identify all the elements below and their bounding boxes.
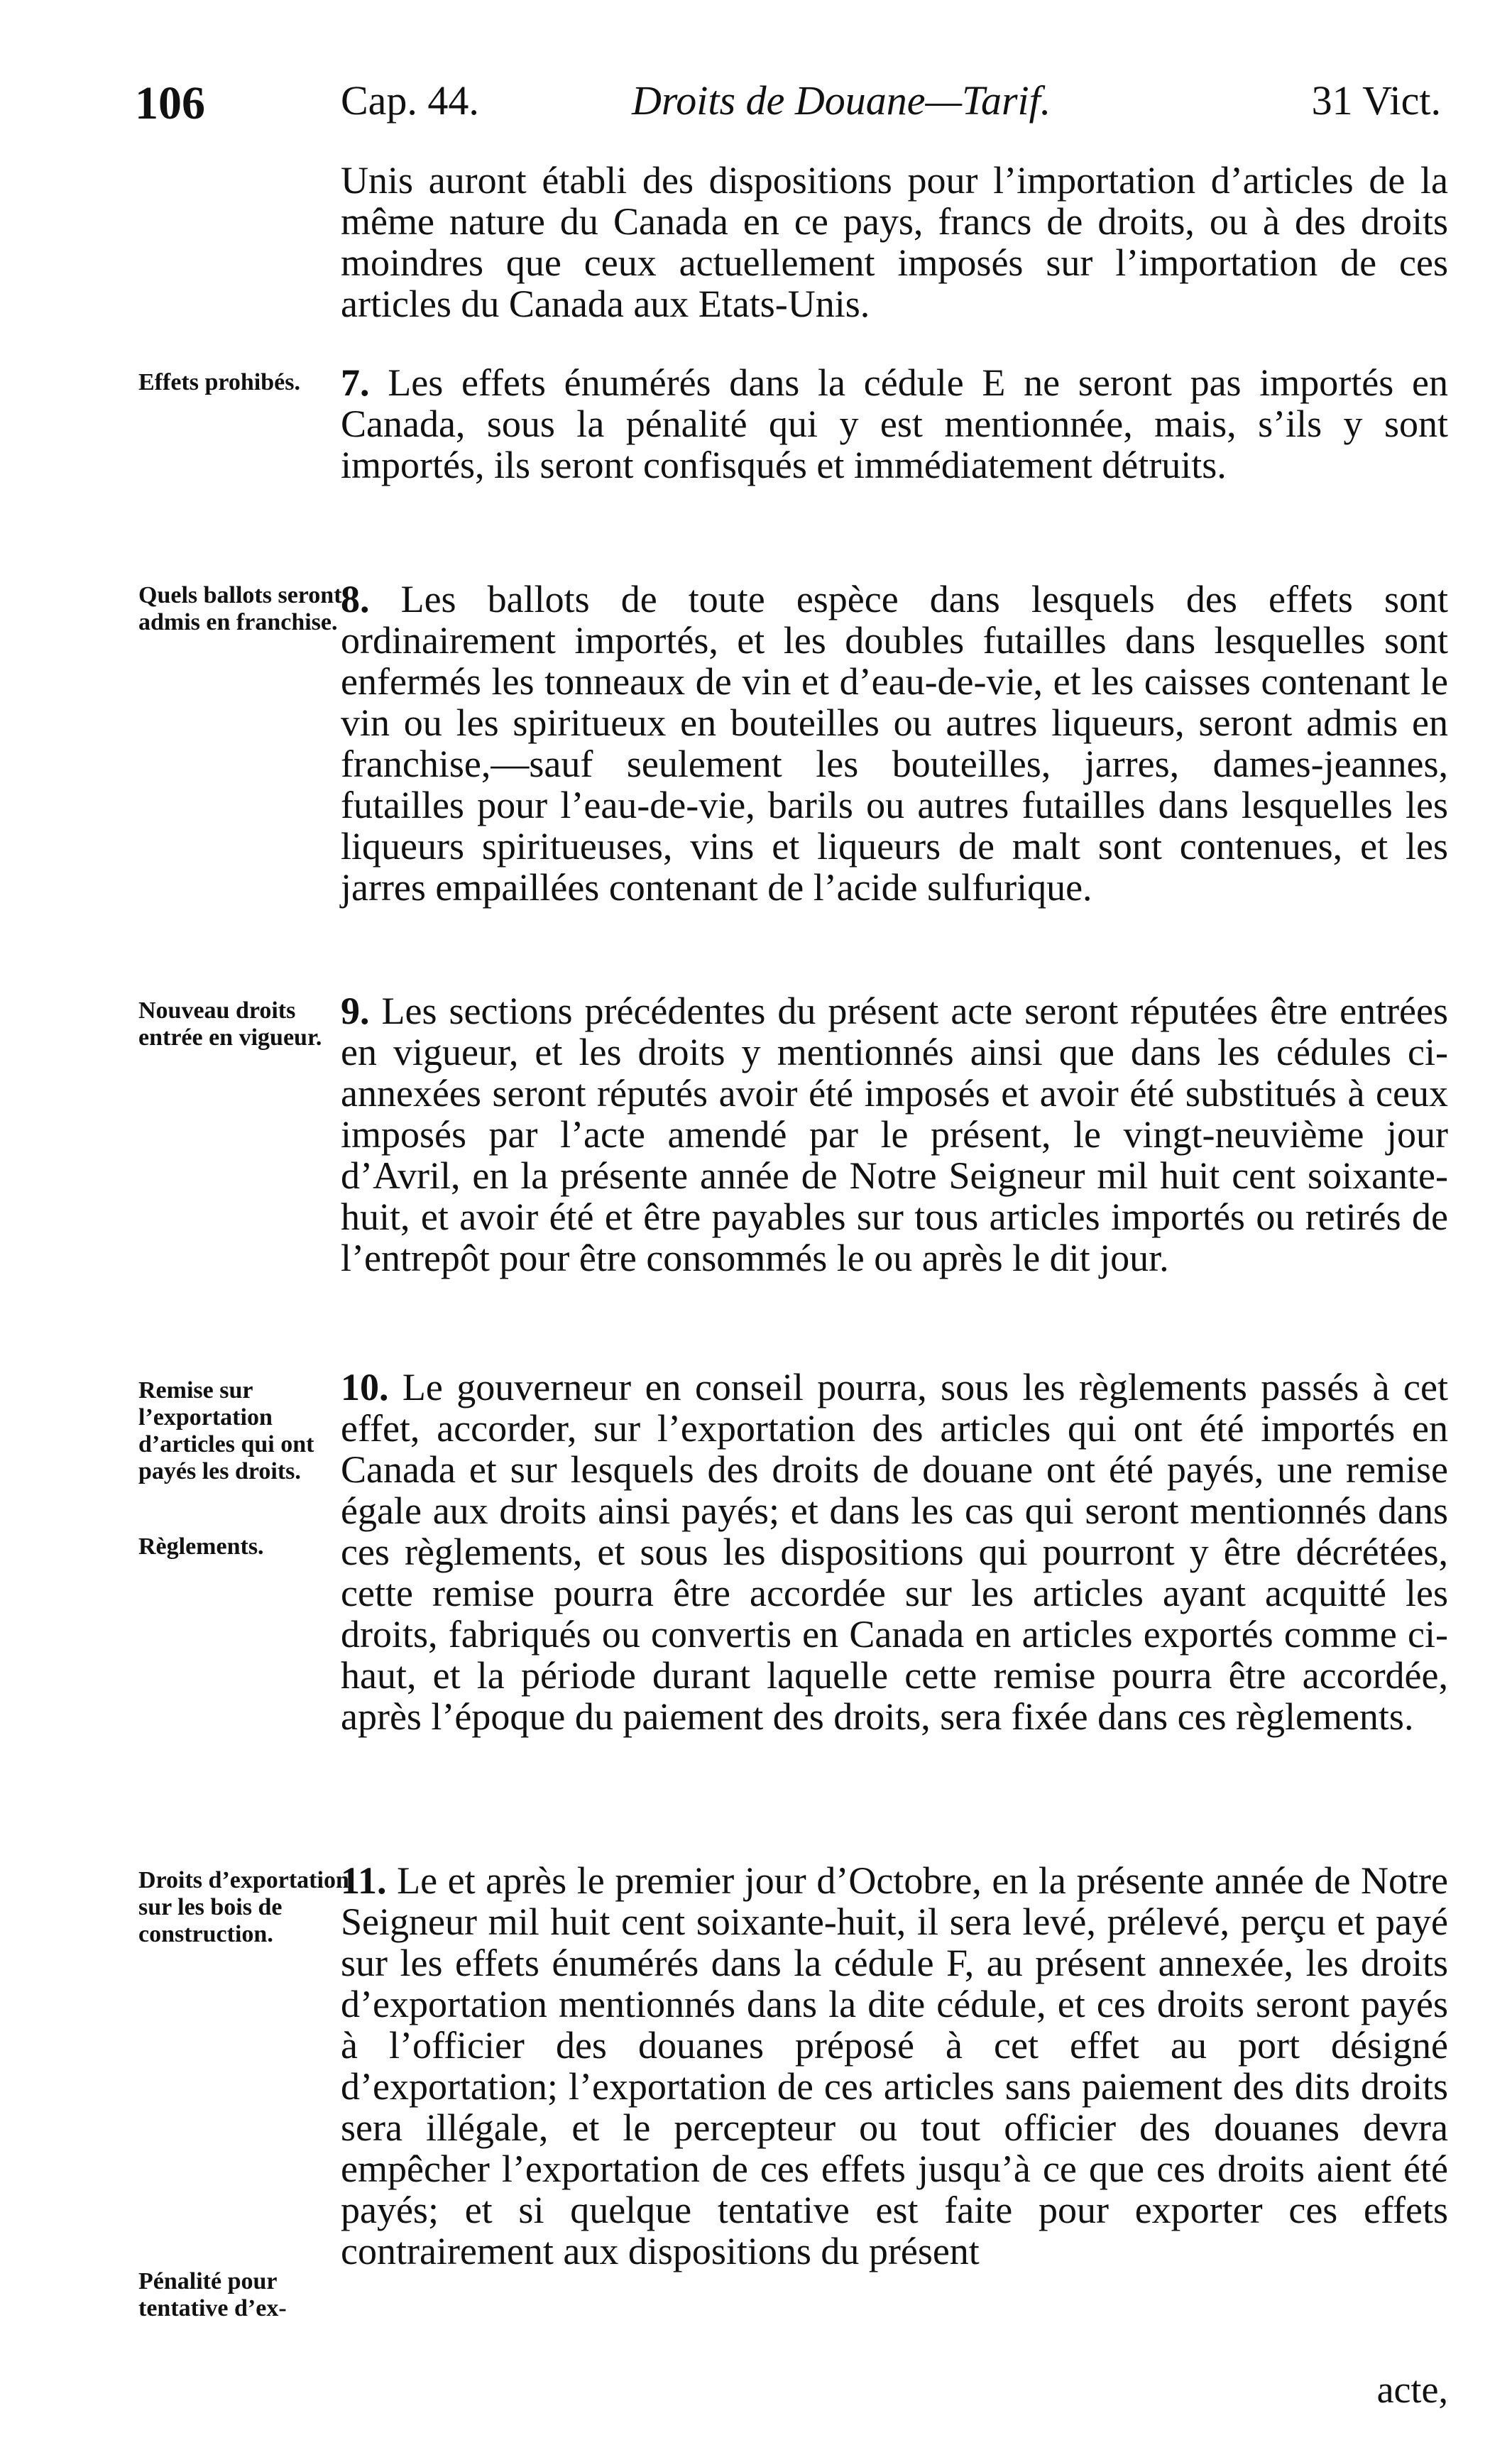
margin-note-nouveau-droits: Nouveau droits entrée en vigueur. (138, 997, 322, 1051)
section-continuation (341, 160, 1448, 324)
regnal-year: 31 Vict. (1311, 77, 1441, 124)
section-number: 10. (341, 1366, 389, 1408)
section-text: Les effets énumérés dans la cédule E ne seront pas importés en Canada, sous la pénalité qui y est mentionnée, mais, s’ils y sont importés, ils seront confisqués et immédiatement détruits. (341, 361, 1448, 486)
section-text: Le et après le premier jour d’Octobre, en la présente année de Notre Seigneur mil huit cent soixante-huit, il sera levé, prélevé, perçu et payé sur les effets énumérés dans la cédule F, au présent annexée, les droits d’exportation mentionnés dans la dite cédule, et ces droits seront payés à l’officier des douanes préposé à cet effet au port désigné d’exportation; l’exportation de ces articles sans paiement des dits droits sera illégale, et le percepteur ou tout officier des douanes devra empêcher l’exportation de ces effets jusqu’à ce que ces droits aient été payés; et si quelque tentative est faite pour exporter ces effets contrairement aux dispositions du présent (341, 1859, 1448, 2272)
section-7 (341, 362, 1448, 486)
header-title: Droits de Douane—Tarif. (632, 77, 1051, 124)
margin-note-ballots: Quels ballots seront admis en franchise. (138, 582, 342, 635)
margin-note-droits-exportation: Droits d’exportation sur les bois de construction. (138, 1867, 349, 1947)
section-number: 9. (341, 990, 370, 1032)
section-11 (341, 1860, 1448, 2272)
margin-note-remise: Remise sur l’exportation d’articles qui ont payés les droits. (138, 1377, 314, 1484)
section-text: Unis auront établi des dispositions pour l’importation d’articles de la même nature du Canada en ce pays, francs de droits, ou à des droits moindres que ceux actuellement imposés sur l’importation de ces articles du Canada aux Etats-Unis. (341, 159, 1448, 325)
margin-note-penalite: Pénalité pour tentative d’ex- (138, 2268, 287, 2321)
section-text: Le gouverneur en conseil pourra, sous les règlements passés à cet effet, accorder, sur l’exportation des articles qui ont été importés en Canada et sur lesquels des droits de douane ont été payés, une remise égale aux droits ainsi payés; et dans les cas qui seront mentionnés dans ces règlements, et sous les dispositions qui pourront y être décrétées, cette remise pourra être accordée sur les articles ayant acquitté les droits, fabriqués ou convertis en Canada en articles exportés comme ci-haut, et la période durant laquelle cette remise pourra être accordée, après l’époque du paiement des droits, sera fixée dans ces règlements. (341, 1366, 1448, 1738)
margin-note-effets-prohibes: Effets prohibés. (138, 369, 300, 395)
page-number: 106 (135, 77, 205, 129)
running-header (135, 77, 1441, 141)
catchword: acte, (1376, 2368, 1448, 2411)
section-8 (341, 579, 1448, 908)
section-number: 7. (341, 361, 370, 404)
section-text: Les ballots de toute espèce dans lesquels des effets sont ordinairement importés, et les doubles futailles dans lesquelles sont enfermés les tonneaux de vin et d’eau-de-vie, et les caisses contenant le vin ou les spiritueux en bouteilles ou autres liqueurs, seront admis en franchise,—sauf seulement les bouteilles, jarres, dames-jeannes, futailles pour l’eau-de-vie, barils ou autres futailles dans lesquelles les liqueurs spiritueuses, vins et liqueurs de malt sont contenues, et les jarres empaillées contenant de l’acide sulfurique. (341, 578, 1449, 909)
section-number: 11. (341, 1859, 387, 1902)
section-9 (341, 990, 1448, 1279)
chapter-label: Cap. 44. (341, 77, 479, 124)
section-text: Les sections précédentes du présent acte seront réputées être entrées en vigueur, et les droits y mentionnés ainsi que dans les cédules ci-annexées seront réputés avoir été imposés et avoir été substitués à ceux imposés par l’acte amendé par le présent, le vingt-neuvième jour d’Avril, en la présente année de Notre Seigneur mil huit cent soixante-huit, et avoir été et être payables sur tous articles importés ou retirés de l’entrepôt pour être consommés le ou après le dit jour. (341, 990, 1449, 1279)
section-number: 8. (341, 578, 370, 620)
margin-note-reglements: Règlements. (138, 1533, 264, 1560)
section-10 (341, 1367, 1448, 1737)
